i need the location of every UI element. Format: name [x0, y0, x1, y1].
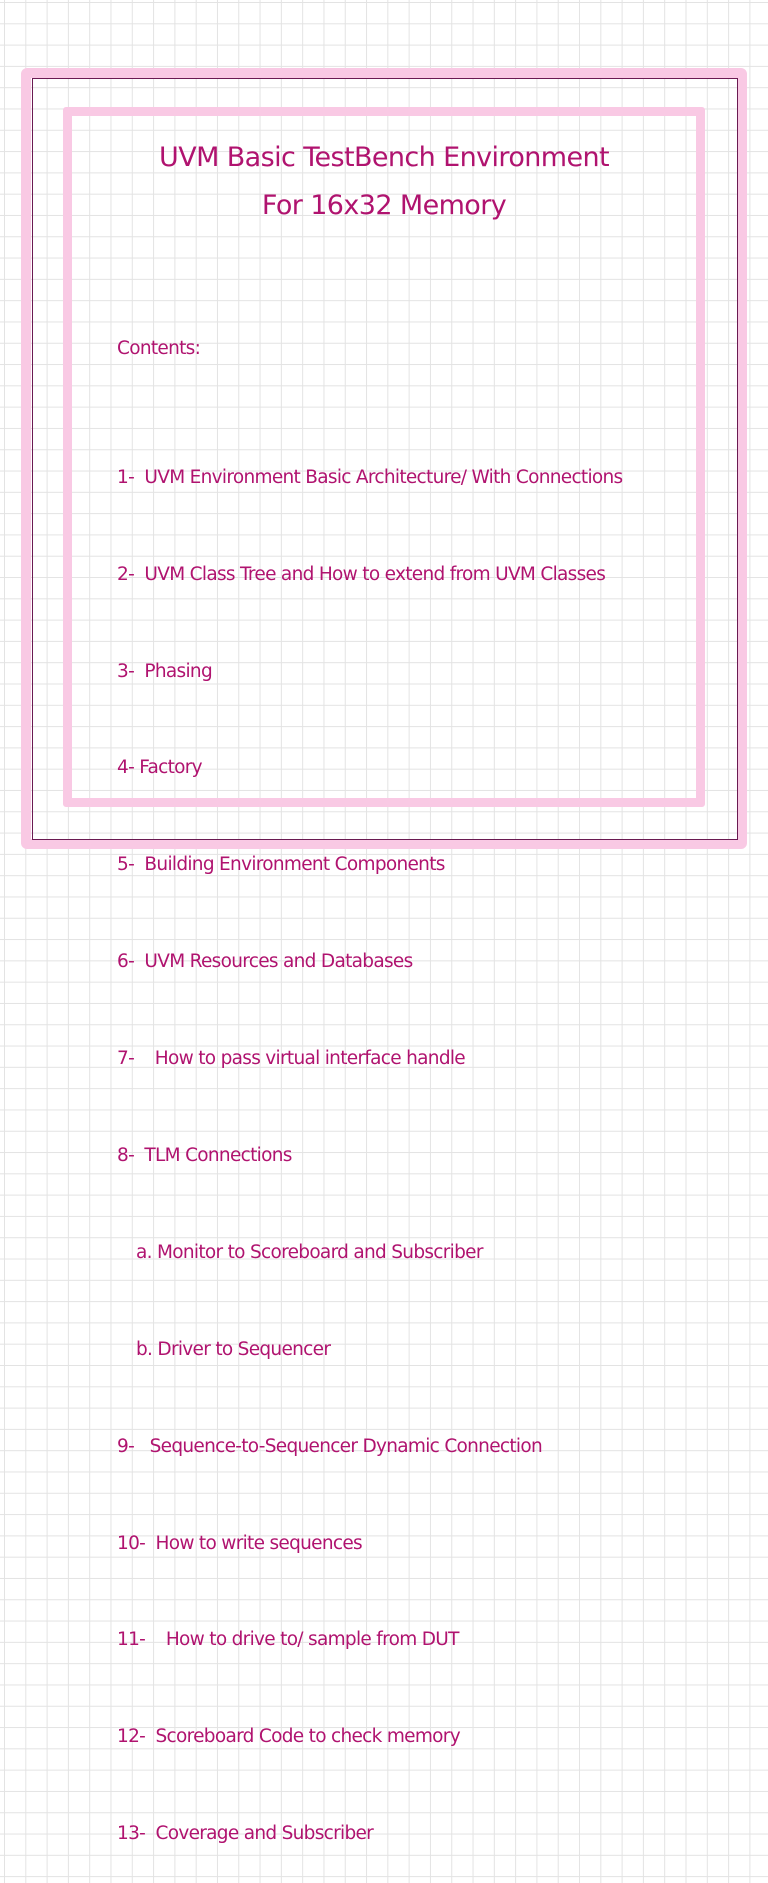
item-text: How to drive to/ sample from DUT [165, 1629, 459, 1651]
list-item [117, 1721, 623, 1753]
item-number: 9- [117, 1435, 150, 1457]
list-item [117, 1431, 623, 1463]
list-item [117, 1624, 623, 1656]
contents-list [117, 268, 623, 1883]
item-number: 2- [117, 563, 145, 585]
item-text: UVM Resources and Databases [144, 951, 413, 973]
item-text: UVM Environment Basic Architecture/ With Connections [144, 466, 623, 488]
list-item [117, 752, 623, 784]
item-letter: a. [136, 1241, 157, 1263]
item-text: Sequence-to-Sequencer Dynamic Connection [149, 1435, 542, 1457]
item-text: Building Environment Components [144, 854, 445, 876]
item-number: 7- [117, 1048, 155, 1070]
page-title [63, 134, 705, 230]
list-item [117, 462, 623, 494]
item-text: Scoreboard Code to check memory [155, 1726, 460, 1748]
item-number: 5- [117, 854, 145, 876]
item-text: Phasing [144, 660, 212, 682]
list-item [117, 1528, 623, 1560]
list-item [117, 946, 623, 978]
list-item [117, 1140, 623, 1172]
item-text: TLM Connections [144, 1145, 292, 1167]
item-text: Factory [139, 757, 202, 779]
title-line-2: For 16x32 Memory [261, 190, 507, 221]
item-number: 6- [117, 951, 145, 973]
item-number: 8- [117, 1145, 145, 1167]
list-item [117, 1043, 623, 1075]
item-number: 12- [117, 1726, 156, 1748]
item-text: How to pass virtual interface handle [154, 1048, 465, 1070]
list-item [117, 1818, 623, 1850]
item-text: Monitor to Scoreboard and Subscriber [157, 1241, 483, 1263]
item-text: Coverage and Subscriber [155, 1823, 374, 1845]
item-number: 11- [117, 1629, 166, 1651]
title-line-1: UVM Basic TestBench Environment [159, 142, 609, 173]
item-number: 1- [117, 466, 145, 488]
item-number: 13- [117, 1823, 156, 1845]
item-text: UVM Class Tree and How to extend from UVM Classes [144, 563, 606, 585]
sub-list-item [117, 1237, 623, 1269]
list-item [117, 849, 623, 881]
item-letter: b. [136, 1338, 158, 1360]
list-item [117, 656, 623, 688]
item-text: How to write sequences [155, 1532, 362, 1554]
sub-list-item [117, 1334, 623, 1366]
item-text: Driver to Sequencer [157, 1338, 331, 1360]
list-item [117, 559, 623, 591]
item-number: 3- [117, 660, 145, 682]
item-number: 10- [117, 1532, 156, 1554]
contents-heading: Contents: [117, 337, 201, 359]
item-number: 4- [117, 757, 140, 779]
